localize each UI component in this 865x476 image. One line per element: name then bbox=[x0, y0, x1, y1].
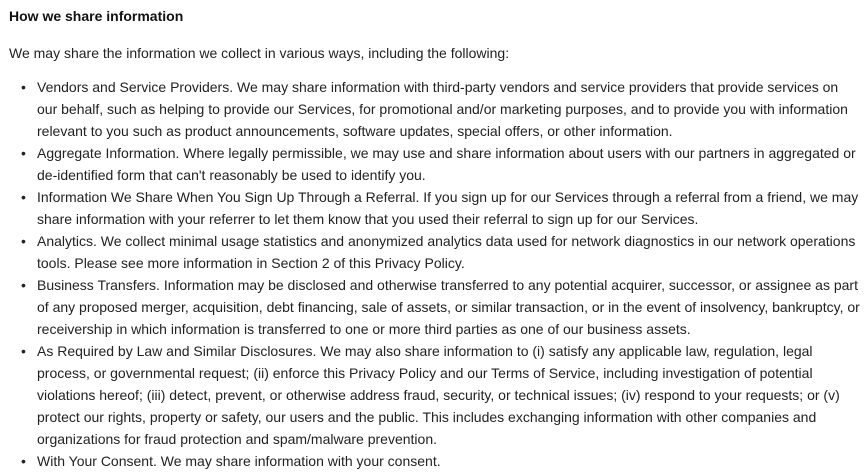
bullet-icon: • bbox=[21, 277, 26, 293]
list-item-text: Aggregate Information. Where legally permissible, we may use and share information about users with our partners in aggregated or de-identified form that can't reasonably be used to identify you. bbox=[37, 145, 856, 183]
list-item-aggregate bbox=[9, 142, 865, 186]
list-item-text: As Required by Law and Similar Disclosures. We may also share information to (i) satisfy any applicable law, regulation, legal process, or governmental request; (ii) enforce this Privacy Policy and our Terms of Service, including investigation of potential violations hereof; (iii) detect, prevent, or otherwise address fraud, security, or technical issues; (iv) respond to your requests; or (v) protect our rights, property or safety, our users and the public. This includes exchanging information with other companies and organizations for fraud protection and spam/malware prevention. bbox=[37, 343, 840, 447]
bullet-icon: • bbox=[21, 189, 26, 205]
section-intro: We may share the information we collect in various ways, including the following: bbox=[9, 45, 510, 61]
list-item-consent bbox=[9, 450, 865, 472]
list-item-business-transfers bbox=[9, 274, 865, 340]
bullet-icon: • bbox=[21, 453, 26, 469]
list-item-vendors bbox=[9, 76, 865, 142]
list-item-text: Vendors and Service Providers. We may share information with third-party vendors and service providers that provide services on our behalf, such as helping to provide our Services, for promotional and/or marketing purposes, and to provide you with information relevant to you such as product announcements, software updates, special offers, or other information. bbox=[37, 79, 848, 139]
list-item-required-by-law bbox=[9, 340, 865, 450]
bullet-icon: • bbox=[21, 233, 26, 249]
bullet-icon: • bbox=[21, 79, 26, 95]
bullet-icon: • bbox=[21, 343, 26, 359]
bullet-icon: • bbox=[21, 145, 26, 161]
sharing-list bbox=[9, 76, 865, 472]
list-item-referral bbox=[9, 186, 865, 230]
list-item-analytics bbox=[9, 230, 865, 274]
list-item-text: Information We Share When You Sign Up Through a Referral. If you sign up for our Services through a referral from a friend, we may share information with your referrer to let them know that you used their referral to sign up for our Services. bbox=[37, 189, 859, 227]
section-heading: How we share information bbox=[9, 8, 184, 24]
list-item-text: Business Transfers. Information may be disclosed and otherwise transferred to any potential acquirer, successor, or assignee as part of any proposed merger, acquisition, debt financing, sale of assets, or similar transaction, or in the event of insolvency, bankruptcy, or receivership in which information is transferred to one or more third parties as one of our business assets. bbox=[37, 277, 860, 337]
list-item-text: With Your Consent. We may share information with your consent. bbox=[37, 453, 441, 469]
list-item-text: Analytics. We collect minimal usage statistics and anonymized analytics data used for network diagnostics in our network operations tools. Please see more information in Section 2 of this Privacy Policy. bbox=[37, 233, 856, 271]
